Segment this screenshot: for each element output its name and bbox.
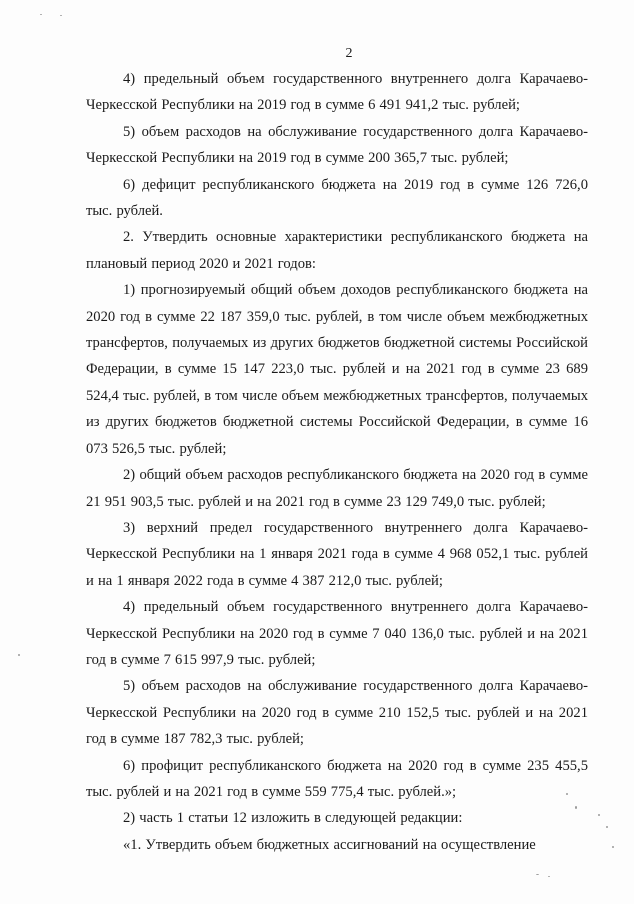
paragraph: 2. Утвердить основные характеристики республиканского бюджета на плановый период 2020 и 2021 годов: — [86, 229, 588, 272]
paragraph: 6) профицит республиканского бюджета на 2020 год в сумме 235 455,5 тыс. рублей и на 2021 год в сумме 559 775,4 тыс. рублей.»; — [86, 757, 588, 800]
paragraph: 4) предельный объем государственного внутреннего долга Карачаево-Черкесской Республики на 2020 год в сумме 7 040 136,0 тыс. рублей и на 2021 год в сумме 7 615 997,9 тыс. рублей; — [86, 599, 588, 668]
document-body — [86, 66, 588, 858]
paragraph: 2) часть 1 статьи 12 изложить в следующей редакции: — [123, 810, 463, 827]
paragraph: 6) дефицит республиканского бюджета на 2019 год в сумме 126 726,0 тыс. рублей. — [86, 176, 588, 220]
scan-speck — [598, 814, 600, 816]
paragraph: 3) верхний предел государственного внутреннего долга Карачаево-Черкесской Республики на 1 января 2021 года в сумме 4 968 052,1 тыс. рублей и на 1 января 2022 года в сумме 4 387 212,0 тыс. рублей; — [86, 519, 588, 589]
scan-speck — [606, 826, 608, 828]
scan-speck — [60, 15, 62, 16]
scan-speck — [18, 654, 20, 656]
paragraph: «1. Утвердить объем бюджетных ассигнований на осуществление — [123, 836, 536, 853]
scan-speck — [536, 874, 539, 875]
scan-speck — [566, 793, 568, 795]
scan-speck — [40, 14, 42, 15]
scan-speck — [548, 876, 550, 877]
paragraph: 2) общий объем расходов республиканского бюджета на 2020 год в сумме 21 951 903,5 тыс. рублей и на 2021 год в сумме 23 129 749,0 тыс. рублей; — [86, 467, 588, 510]
page-number: 2 — [345, 46, 353, 61]
paragraph: 1) прогнозируемый общий объем доходов республиканского бюджета на 2020 год в сумме 22 187 359,0 тыс. рублей, в том числе объем межбюджетных трансфертов, получаемых из других бюджетов бюджетной системы Российской Федерации, в сумме 15 147 223,0 тыс. рублей и на 2021 год в сумме 23 689 524,4 тыс. рублей, в том числе объем межбюджетных трансфертов, получаемых из других бюджетов бюджетной системы Российской Федерации, в сумме 16 073 526,5 тыс. рублей; — [86, 282, 588, 457]
scan-speck — [612, 846, 614, 848]
paragraph: 5) объем расходов на обслуживание государственного долга Карачаево-Черкесской Республики на 2020 год в сумме 210 152,5 тыс. рублей и на 2021 год в сумме 187 782,3 тыс. рублей; — [86, 678, 588, 748]
paragraph: 4) предельный объем государственного внутреннего долга Карачаево-Черкесской Республики на 2019 год в сумме 6 491 941,2 тыс. рублей; — [86, 71, 588, 114]
paragraph: 5) объем расходов на обслуживание государственного долга Карачаево-Черкесской Республики на 2019 год в сумме 200 365,7 тыс. рублей; — [86, 123, 588, 167]
scan-speck — [575, 806, 577, 809]
